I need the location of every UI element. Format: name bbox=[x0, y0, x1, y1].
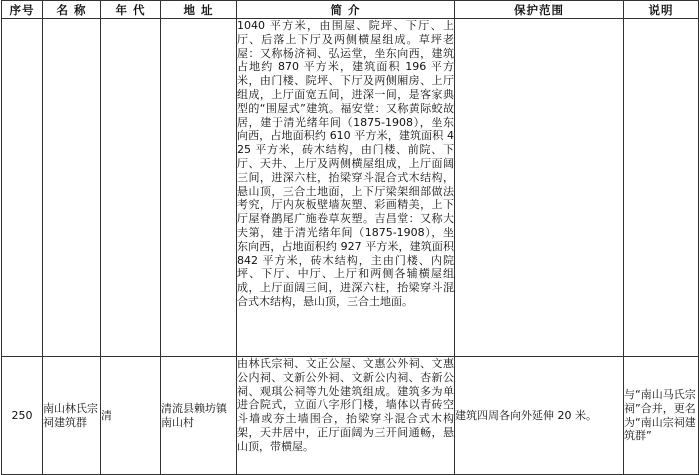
header-intro: 简 介 bbox=[237, 1, 455, 19]
header-note: 说明 bbox=[624, 1, 699, 19]
cell-address: 清流县赖坊镇南山村 bbox=[161, 357, 237, 475]
cell-intro: 1040 平方米，由围屋、院坪、下厅、上厅、后落上下厅及两侧横屋组成。草坪老屋：又称杨济祠、弘运堂，坐东向西，建筑占地约 870 平方米，建筑面积 196 平方米，由门楼、院坪、下厅及两侧厢房、上厅组成，上厅面宽五间，进深一间，是客家典型的“围屋式”建筑。福安堂：又称黄际蛟故居，建于清光绪年间（1875-1908），坐东向西，占地面积约 610 平方米，建筑面积 425 平方米，砖木结构，由门楼、前院、下厅、天井、上厅及两侧横屋组成，上厅面阔三间，进深六柱，抬梁穿斗混合式木结构，悬山顶，三合土地面，上下厅梁架细部做法考究，厅内灰板壁墙灰塑、彩画精美，上下厅屋脊鹊尾广施卷草灰塑。吉昌堂：又称大夫第，建于清光绪年间（1875-1908），坐东向西，占地面积约 927 平方米，建筑面积 842 平方米，砖木结构，主由门楼、内院坪、下厅、中厅、上厅和两侧各辅横屋组成，上厅面阔三间，进深六柱，抬梁穿斗混合式木结构，悬山顶，三合土地面。 bbox=[237, 19, 455, 357]
header-scope: 保护范围 bbox=[455, 1, 624, 19]
cell-scope: 建筑四周各向外延伸 20 米。 bbox=[455, 357, 624, 475]
cell-name bbox=[43, 19, 101, 357]
table-row bbox=[2, 19, 699, 357]
cell-era: 清 bbox=[101, 357, 161, 475]
table-header-row bbox=[2, 1, 699, 19]
cell-name: 南山林氏宗祠建筑群 bbox=[43, 357, 101, 475]
header-name: 名 称 bbox=[43, 1, 101, 19]
header-no: 序号 bbox=[2, 1, 43, 19]
heritage-sites-table bbox=[1, 0, 699, 475]
table-row bbox=[2, 357, 699, 475]
cell-address bbox=[161, 19, 237, 357]
cell-no bbox=[2, 19, 43, 357]
cell-note: 与“南山马氏宗祠”合并，更名为“南山宗祠建筑群” bbox=[624, 357, 699, 475]
cell-intro: 由林氏宗祠、文正公屋、文惠公外祠、文惠公内祠、文新公外祠、文新公内祠、杏新公祠、观琪公祠等九处建筑组成。建筑多为单进合院式，立面八字形门楼，墙体以青砖空斗墙或夯土墙围合，抬梁穿斗混合式木构架，天井居中，正厅面阔为三开间通畅，悬山顶，带横屋。 bbox=[237, 357, 455, 475]
header-era: 年 代 bbox=[101, 1, 161, 19]
cell-era bbox=[101, 19, 161, 357]
cell-note bbox=[624, 19, 699, 357]
cell-scope bbox=[455, 19, 624, 357]
header-address: 地 址 bbox=[161, 1, 237, 19]
cell-no: 250 bbox=[2, 357, 43, 475]
